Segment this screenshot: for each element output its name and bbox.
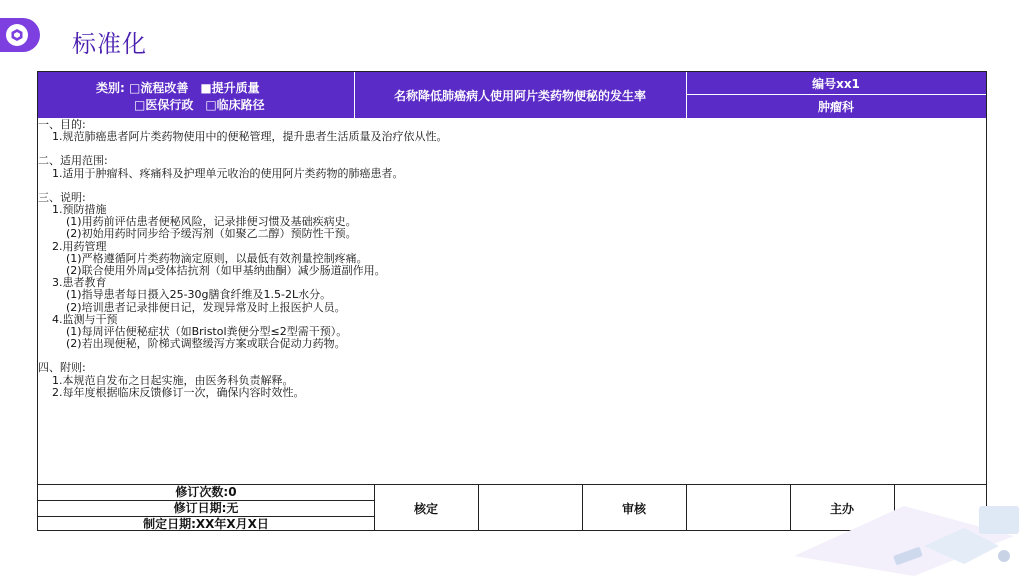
- content-line: (2)若出现便秘，阶梯式调整缓泻方案或联合促动力药物。: [66, 337, 346, 351]
- category-line-2: □医保行政 □临床路径: [134, 98, 265, 112]
- document-name: 名称降低肺癌病人使用阿片类药物便秘的发生率: [354, 72, 687, 118]
- section-heading: 四、附则:: [38, 361, 86, 375]
- content-line: 2.每年度根据临床反馈修订一次，确保内容时效性。: [52, 385, 305, 399]
- document-code: 编号xx1: [686, 72, 986, 95]
- content-line: (1)每周评估便秘症状（如Bristol粪便分型≤2型需干预）。: [66, 325, 348, 339]
- document-header: [38, 72, 986, 118]
- content-line: 2.用药管理: [52, 239, 107, 253]
- badge-logo-icon: [0, 18, 40, 52]
- category-line-1: 类别: □流程改善 ■提升质量: [96, 81, 260, 95]
- blank-line: [38, 180, 986, 192]
- verify-signature-cell: [478, 485, 583, 531]
- revision-info: [38, 485, 375, 531]
- content-line: (1)用药前评估患者便秘风险，记录排便习惯及基础疾病史。: [66, 215, 357, 229]
- page-title: 标准化: [72, 30, 147, 58]
- content-line: 1.适用于肿瘤科、疼痛科及护理单元收治的使用阿片类药物的肺癌患者。: [52, 166, 404, 180]
- host-label: 主办: [790, 485, 895, 531]
- category-cell: [38, 72, 355, 118]
- section-heading: 三、说明:: [38, 190, 86, 204]
- verify-label: 核定: [374, 485, 479, 531]
- content-line: 1.本规范自发布之日起实施，由医务科负责解释。: [52, 373, 294, 387]
- content-line: (2)培训患者记录排便日记，发现异常及时上报医护人员。: [66, 300, 346, 314]
- content-line: 3.患者教育: [52, 276, 107, 290]
- content-line: 1.预防措施: [52, 203, 107, 217]
- blank-line: [38, 350, 986, 362]
- section-heading: 一、目的:: [38, 118, 86, 131]
- content-line: 4.监测与干预: [52, 312, 118, 326]
- created-date: 制定日期:XX年X月X日: [143, 517, 269, 531]
- medical-illustration-icon: [774, 466, 1024, 576]
- content-line: 1.规范肺癌患者阿片类药物使用中的便秘管理，提升患者生活质量及治疗依从性。: [52, 130, 448, 144]
- revision-date: 修订日期:无: [38, 501, 374, 517]
- review-label: 审核: [582, 485, 687, 531]
- revision-count: 修订次数:0: [38, 485, 374, 501]
- document-body: [38, 118, 986, 485]
- blank-line: [38, 143, 986, 155]
- content-line: (1)严格遵循阿片类药物滴定原则，以最低有效剂量控制疼痛。: [66, 251, 368, 265]
- content-line: (2)联合使用外周μ受体拮抗剂（如甲基纳曲酮）减少肠道副作用。: [66, 264, 386, 278]
- section-heading: 二、适用范围:: [38, 154, 108, 168]
- content-line: (2)初始用药时同步给予缓泻剂（如聚乙二醇）预防性干预。: [66, 227, 357, 241]
- standard-document-table: [37, 71, 987, 531]
- content-line: (1)指导患者每日摄入25-30g膳食纤维及1.5-2L水分。: [66, 288, 332, 302]
- department: 肿瘤科: [817, 100, 854, 114]
